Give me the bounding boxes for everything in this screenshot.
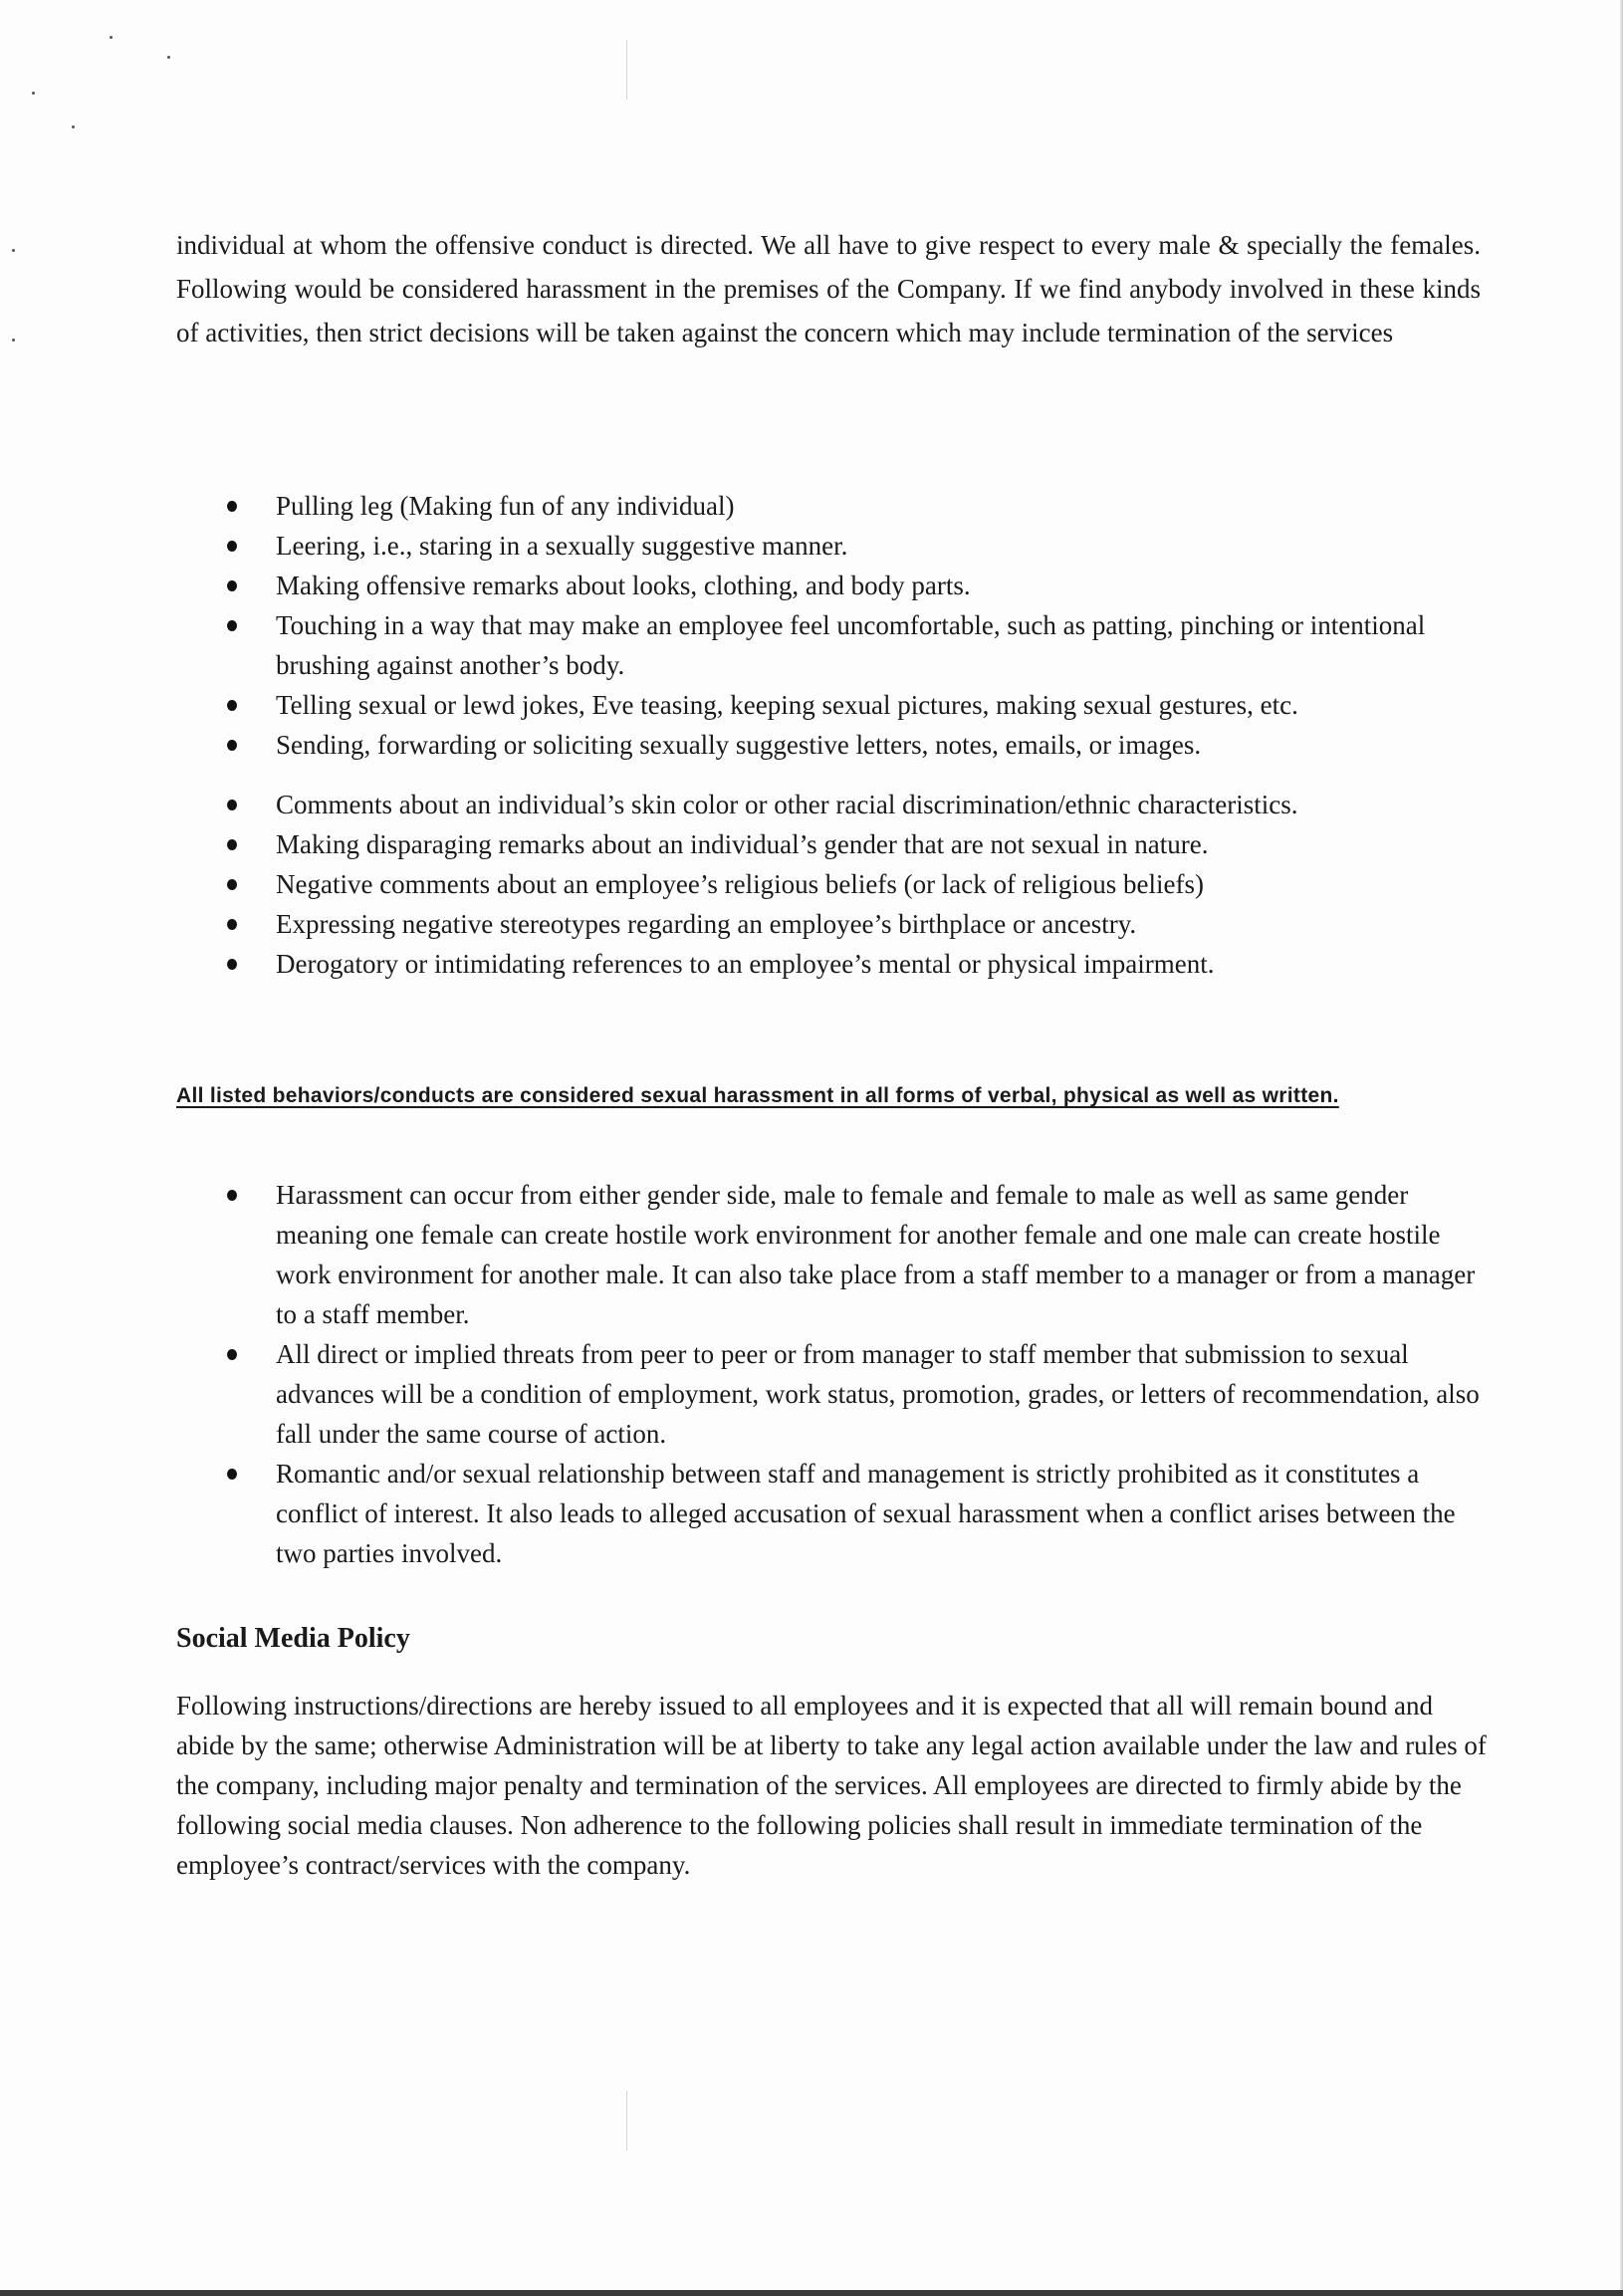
list-item: Leering, i.e., staring in a sexually suggestive manner.	[176, 526, 1481, 566]
underlined-note: All listed behaviors/conducts are considered sexual harassment in all forms of verbal, physical as well as written.	[176, 1084, 1339, 1107]
scan-speck	[12, 339, 15, 342]
scan-speck	[110, 36, 113, 39]
bullet-icon	[227, 1469, 237, 1480]
social-media-paragraph: Following instructions/directions are hereby issued to all employees and it is expected that all will remain bound and abide by the same; otherwise Administration will be at liberty to take any legal action available under the law and rules of the company, including major penalty and termination of the services. All employees are directed to firmly abide by the following social media clauses. Non adherence to the following policies shall result in immediate termination of the employee’s contract/services with the company.	[176, 1691, 1487, 1880]
list-item: Derogatory or intimidating references to an employee’s mental or physical impairment.	[176, 944, 1481, 984]
bullet-icon	[227, 1190, 237, 1201]
scan-edge-bottom	[0, 2290, 1623, 2296]
bullet-icon	[227, 501, 237, 512]
clarifications-list	[176, 1175, 1481, 1573]
scan-speck	[72, 125, 75, 128]
bullet-icon	[227, 620, 237, 631]
list-item: All direct or implied threats from peer to peer or from manager to staff member that submission to sexual advances will be a condition of employment, work status, promotion, grades, or letters of recommendation, also fall under the same course of action.	[176, 1334, 1481, 1454]
harassment-examples-list	[176, 486, 1481, 765]
bullet-icon	[227, 740, 237, 751]
bullet-icon	[227, 839, 237, 850]
list-item: Making offensive remarks about looks, clothing, and body parts.	[176, 566, 1481, 605]
list-item: Harassment can occur from either gender side, male to female and female to male as well as same gender meaning one female can create hostile work environment for another female and one male can create hostile work environment for another male. It can also take place from a staff member to a manager or from a manager to a staff member.	[176, 1175, 1481, 1334]
scan-speck	[12, 249, 15, 252]
bullet-icon	[227, 959, 237, 970]
section-heading-social-media: Social Media Policy	[176, 1623, 410, 1654]
list-item: Negative comments about an employee’s religious beliefs (or lack of religious beliefs)	[176, 864, 1481, 904]
discrimination-examples-list	[176, 785, 1481, 984]
list-item: Romantic and/or sexual relationship between staff and management is strictly prohibited as it constitutes a conflict of interest. It also leads to alleged accusation of sexual harassment when a conflict arises between the two parties involved.	[176, 1454, 1481, 1573]
intro-paragraph: individual at whom the offensive conduct is directed. We all have to give respect to every male & specially the females. Following would be considered harassment in the premises of the Company. If we find anybody involved in these kinds of activities, then strict decisions will be taken against the concern which may include termination of the services	[176, 230, 1481, 347]
bullet-icon	[227, 879, 237, 890]
bullet-icon	[227, 800, 237, 810]
bullet-icon	[227, 580, 237, 591]
list-item: Comments about an individual’s skin color or other racial discrimination/ethnic characteristics.	[176, 785, 1481, 824]
list-item: Sending, forwarding or soliciting sexually suggestive letters, notes, emails, or images.	[176, 725, 1481, 765]
bullet-icon	[227, 919, 237, 930]
list-item: Expressing negative stereotypes regarding an employee’s birthplace or ancestry.	[176, 904, 1481, 944]
list-item: Touching in a way that may make an employee feel uncomfortable, such as patting, pinching or intentional brushing against another’s body.	[176, 605, 1481, 685]
list-item: Telling sexual or lewd jokes, Eve teasing, keeping sexual pictures, making sexual gestures, etc.	[176, 685, 1481, 725]
list-item: Pulling leg (Making fun of any individual)	[176, 486, 1481, 526]
scan-fold-mark-bottom	[626, 2091, 627, 2151]
scan-speck	[167, 56, 170, 59]
scan-fold-mark-top	[626, 40, 627, 100]
scan-speck	[32, 92, 35, 95]
bullet-icon	[227, 700, 237, 711]
list-item: Making disparaging remarks about an individual’s gender that are not sexual in nature.	[176, 824, 1481, 864]
bullet-icon	[227, 541, 237, 552]
bullet-icon	[227, 1349, 237, 1360]
